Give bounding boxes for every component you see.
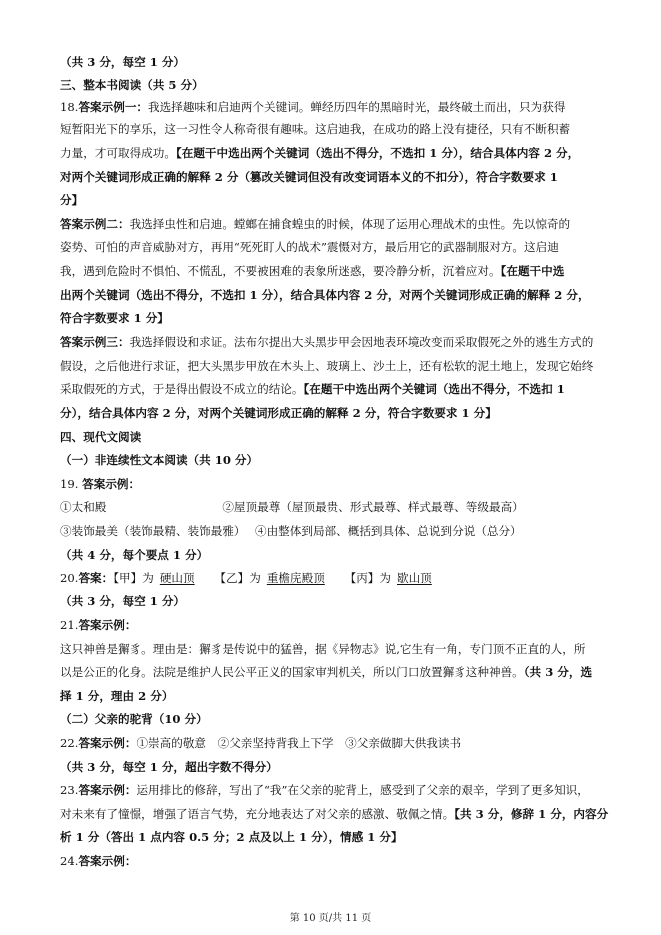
section-heading: 三、整本书阅读（共 5 分） [60,78,204,92]
answer-line: ③装饰最美（装饰最精、装饰最雅） ④由整体到局部、概括到具体、总说到分说（总分） [60,524,522,538]
scoring-note: 析 1 分（答出 1 点内容 0.5 分；2 点及以上 1 分），情感 1 分】 [60,830,403,844]
question-label: 19. 答案示例： [60,477,141,491]
answer-line: 18.答案示例一：我选择趣味和启迪两个关键词。蝉经历四年的黑暗时光，最终破土而出，只为获得 [60,100,566,114]
score-note: （共 3 分，每空 1 分，超出字数不得分） [60,760,278,774]
scoring-note: 出两个关键词（选出不得分，不选扣 1 分），结合具体内容 2 分，对两个关键词形成正确的解释 2 分， [60,288,590,302]
score-note: （共 3 分，每空 1 分） [60,55,186,69]
answer-line: 假设，之后他进行求证，把大头黑步甲放在木头上、玻璃上、沙土上，还有松软的泥土地上，发现它始终 [60,359,594,373]
answer-line: 对未来有了憧憬，增强了语言气势，充分地表达了对父亲的感激、敬佩之情。【共 3 分，修辞 1 分，内容分 [60,807,609,821]
score-note: （共 4 分，每个要点 1 分） [60,548,209,562]
section-heading: 四、现代文阅读 [60,430,142,444]
scoring-note: 对两个关键词形成正确的解释 2 分（篡改关键词但没有改变词语本义的不扣分），符合字数要求 1 [60,170,558,184]
answer-line: 我，遇到危险时不惧怕、不慌乱，不要被困难的表象所迷惑，要冷静分析，沉着应对。【在题干中选 [60,264,565,278]
scoring-note: 分），结合具体内容 2 分，对两个关键词形成正确的解释 2 分，符合字数要求 1 分】 [60,406,497,420]
subsection-heading: （一）非连续性文本阅读（共 10 分） [60,453,259,467]
scoring-note: 分】 [60,193,84,207]
scoring-note: 符合字数要求 1 分】 [60,311,169,325]
answer-line: 22.答案示例：①崇高的敬意 ②父亲坚持背我上下学 ③父亲做脚大供我读书 [60,736,462,750]
question-label: 24.答案示例： [60,854,137,868]
answer-line: ①太和殿 ②屋顶最尊（屋顶最贵、形式最尊、样式最尊、等级最高） [60,500,524,514]
answer-line: 采取假死的方式，于是得出假设不成立的结论。【在题干中选出两个关键词（选出不得分，不选扣 1 [60,382,565,396]
question-label: 21.答案示例： [60,618,137,632]
subsection-heading: （二）父亲的驼背（10 分） [60,712,208,726]
answer-line: 短暂阳光下的享乐，这一习性令人称奇很有趣味。这启迪我，在成功的路上没有捷径，只有不断积蓄 [60,122,571,136]
answer-line: 答案示例二：我选择虫性和启迪。螳螂在捕食蝗虫的时候，体现了运用心理战术的虫性。先以惊奇的 [60,217,571,231]
page-number: 第 10 页/共 11 页 [289,913,372,924]
answer-line: 以是公正的化身。法院是维护人民公平正义的国家审判机关，所以门口放置獬豸这种神兽。（共 3 分，选 [60,665,593,679]
answer-line: 这只神兽是獬豸。理由是：獬豸是传说中的猛兽，据《异物志》说,它生有一角，专门顶不正直的人，所 [60,642,586,656]
score-note: （共 3 分，每空 1 分） [60,594,186,608]
answer-line: 20.答案：【甲】为 硬山顶 【乙】为 重檐庑殿顶 【丙】为 歇山顶 [60,571,432,585]
answer-line: 姿势、可怕的声音威胁对方，再用“死死盯人的战术”震慑对方，最后用它的武器制服对方。这启迪 [60,240,559,254]
answer-line: 答案示例三：我选择假设和求证。法布尔提出大头黑步甲会因地表环境改变而采取假死之外的逃生方式的 [60,335,594,349]
answer-line: 力量，才可取得成功。【在题干中选出两个关键词（选出不得分，不选扣 1 分），结合具体内容 2 分， [60,146,580,160]
answer-line: 23.答案示例：运用排比的修辞，写出了“我”在父亲的驼背上，感受到了父亲的艰辛，学到了更多知识， [60,783,589,797]
score-note: 择 1 分，理由 2 分） [60,689,174,703]
